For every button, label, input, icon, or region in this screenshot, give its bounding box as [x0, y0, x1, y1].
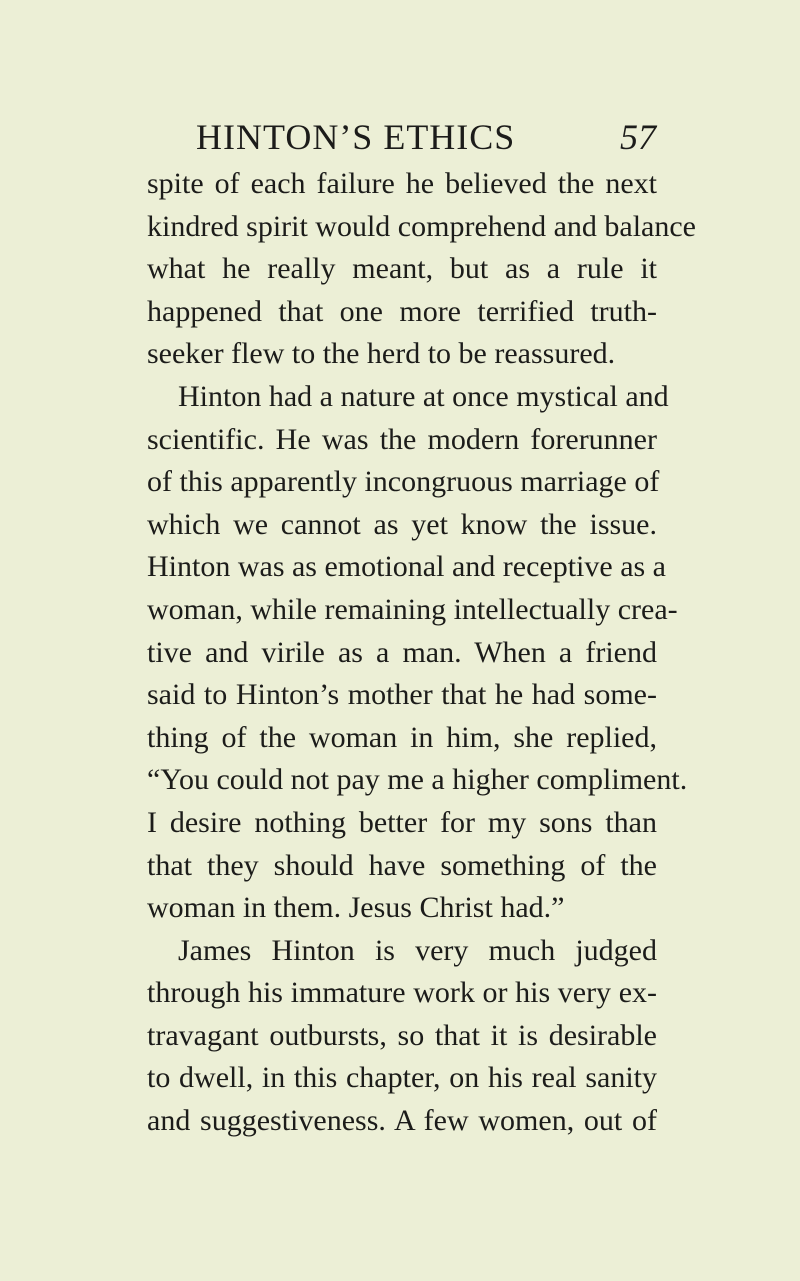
text-line: to dwell, in this chapter, on his real sanity: [147, 1061, 657, 1095]
text-line: through his immature work or his very ex-: [147, 976, 657, 1010]
text-line: I desire nothing better for my sons than: [147, 805, 657, 839]
text-line: that they should have something of the: [147, 848, 657, 882]
text-line: of this apparently incongruous marriage of: [147, 465, 660, 499]
text-line: and suggestiveness. A few women, out of: [147, 1104, 657, 1138]
text-line: James Hinton is very much judged: [178, 933, 657, 967]
text-line: kindred spirit would comprehend and balance: [147, 209, 696, 243]
text-line: Hinton was as emotional and receptive as a: [147, 550, 666, 584]
text-line: happened that one more terrified truth-: [147, 294, 657, 328]
text-line: travagant outbursts, so that it is desirable: [147, 1018, 657, 1052]
text-line: which we cannot as yet know the issue.: [147, 507, 657, 541]
text-line: scientific. He was the modern forerunner: [147, 422, 657, 456]
running-title: HINTON’S ETHICS: [196, 117, 516, 157]
page-number: 57: [620, 117, 656, 157]
body-text: [147, 163, 696, 1143]
text-line: what he really meant, but as a rule it: [147, 252, 657, 286]
running-head: [0, 114, 800, 160]
text-line: “You could not pay me a higher compliment.: [147, 763, 688, 797]
text-line: thing of the woman in him, she replied,: [147, 720, 657, 754]
text-line: woman, while remaining intellectually crea-: [147, 592, 678, 626]
text-line: said to Hinton’s mother that he had some-: [147, 678, 657, 712]
text-line: seeker flew to the herd to be reassured.: [147, 337, 616, 371]
text-line: woman in them. Jesus Christ had.”: [147, 891, 565, 925]
text-line: spite of each failure he believed the next: [147, 167, 657, 200]
text-line: tive and virile as a man. When a friend: [147, 635, 657, 669]
text-line: Hinton had a nature at once mystical and: [178, 379, 669, 413]
